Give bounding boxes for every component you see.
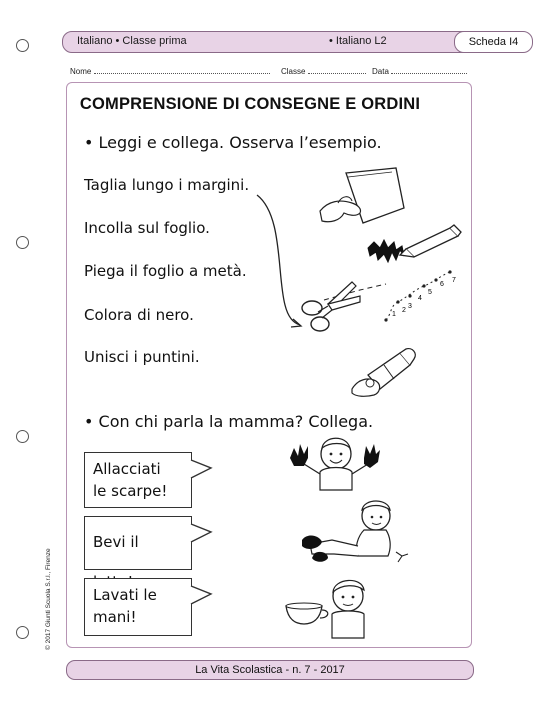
subject-label: Italiano • Classe prima xyxy=(77,35,187,47)
scissors-icon xyxy=(290,278,390,340)
child-shoes-icon xyxy=(298,496,418,574)
speech-bubble-hands xyxy=(84,578,192,636)
pencil-coloring-icon xyxy=(366,222,466,272)
dot-number: 5 xyxy=(428,289,432,296)
bubble-line: Lavati le xyxy=(93,586,157,604)
glue-stick-icon xyxy=(348,345,423,400)
name-label: Nome xyxy=(70,67,92,76)
phrase-dots: Unisci i puntini. xyxy=(84,348,200,366)
worksheet-title: COMPRENSIONE DI CONSEGNE E ORDINI xyxy=(79,95,421,113)
footer-bar: La Vita Scolastica - n. 7 - 2017 xyxy=(66,660,474,680)
dot-number: 2 xyxy=(402,307,406,314)
class-line[interactable] xyxy=(308,66,366,74)
header-bar xyxy=(62,31,519,53)
bubble-tail xyxy=(191,584,215,608)
bubble-line: le scarpe! xyxy=(93,482,168,500)
bubble-tail xyxy=(191,458,215,482)
class-field[interactable] xyxy=(281,66,366,76)
dot-number: 6 xyxy=(440,281,444,288)
phrase-fold: Piega il foglio a metà. xyxy=(84,262,247,280)
speech-bubble-milk xyxy=(84,516,192,570)
speech-bubble-shoes xyxy=(84,452,192,508)
bubble-line: Allacciati xyxy=(93,460,161,478)
binder-hole xyxy=(16,626,29,639)
child-dirty-hands-icon xyxy=(284,430,384,492)
name-field[interactable] xyxy=(70,66,270,76)
phrase-color: Colora di nero. xyxy=(84,306,194,324)
binder-hole xyxy=(16,236,29,249)
dot-number: 7 xyxy=(452,277,456,284)
date-line[interactable] xyxy=(391,66,467,74)
class-label: Classe xyxy=(281,67,306,76)
dot-number: 1 xyxy=(392,311,396,318)
dot-number: 3 xyxy=(408,303,412,310)
exercise2-instruction: • Con chi parla la mamma? Collega. xyxy=(84,412,374,431)
exercise1-instruction: • Leggi e collega. Osserva l’esempio. xyxy=(84,133,382,152)
connect-dots-icon xyxy=(380,268,460,330)
level-label: • Italiano L2 xyxy=(329,35,387,47)
sheet-badge: Scheda I4 xyxy=(454,31,533,53)
date-field[interactable] xyxy=(372,66,467,76)
binder-hole xyxy=(16,39,29,52)
copyright-notice: © 2017 Giunti Scuola S.r.l., Firenze xyxy=(45,548,52,650)
binder-hole xyxy=(16,430,29,443)
phrase-cut: Taglia lungo i margini. xyxy=(84,176,250,194)
child-milk-icon xyxy=(282,574,392,640)
bubble-line: mani! xyxy=(93,608,137,626)
phrase-glue: Incolla sul foglio. xyxy=(84,219,210,237)
dot-number: 4 xyxy=(418,295,422,302)
date-label: Data xyxy=(372,67,389,76)
bubble-tail xyxy=(191,522,215,546)
bubble-line: Bevi il xyxy=(93,533,139,551)
name-line[interactable] xyxy=(94,66,270,74)
